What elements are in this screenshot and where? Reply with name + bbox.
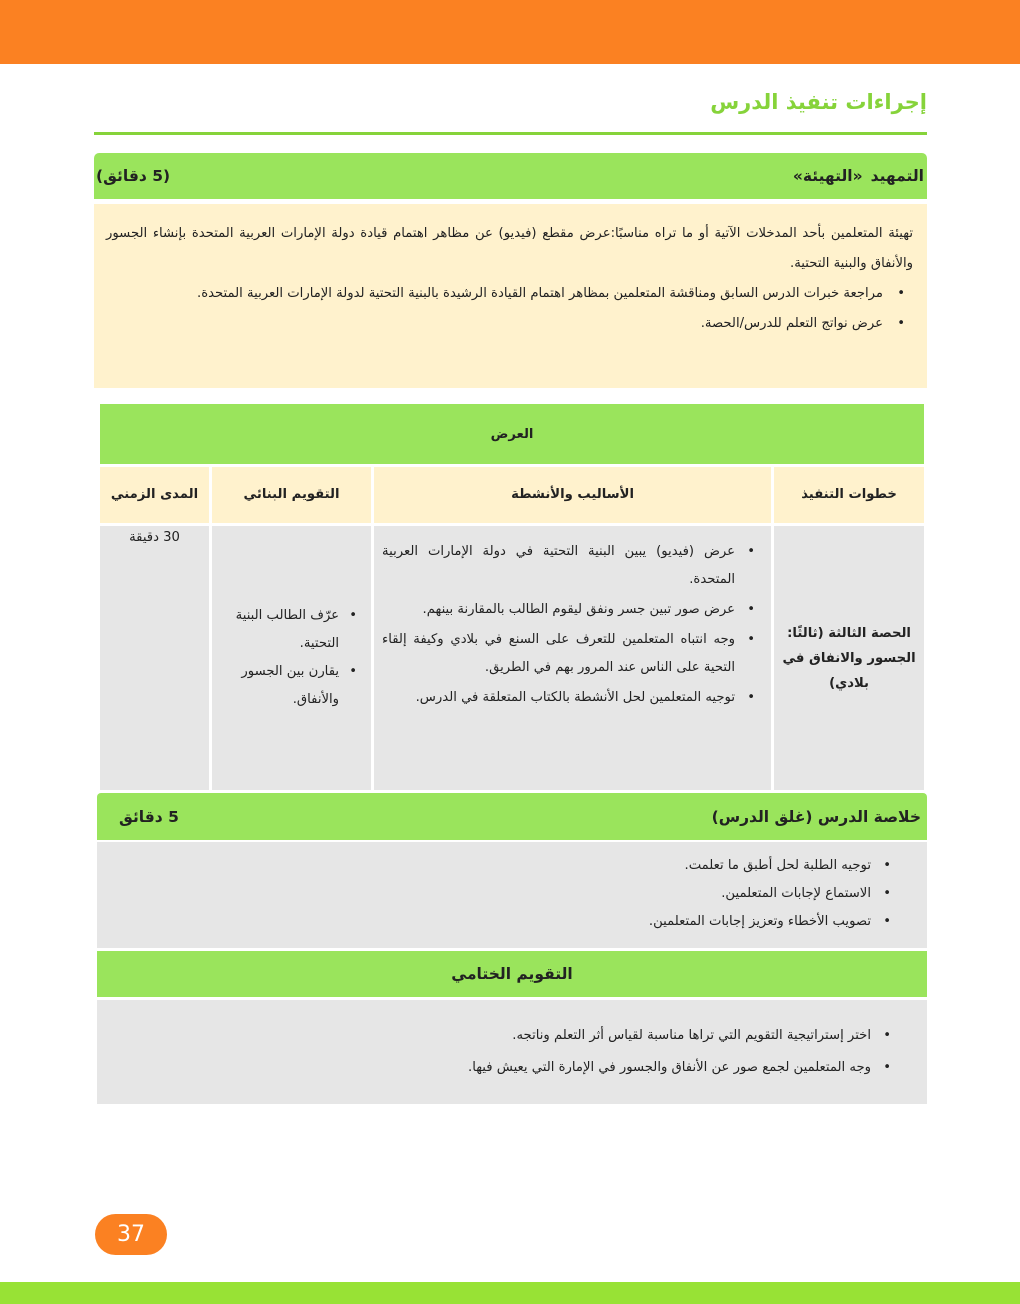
summary-body [97,842,927,948]
duration-cell: 30 دقيقة [100,526,209,790]
summary-title: خلاصة الدرس (غلق الدرس) [711,807,921,826]
column-header-methods: الأساليب والأنشطة [374,467,771,523]
method-item: • عرض صور تبين جسر ونفق ليقوم الطالب بالمقارنة بينهم. [382,596,761,624]
page-number-badge: 37 [95,1214,167,1255]
column-header-formative: التقويم البنائي [212,467,371,523]
final-assessment-list [107,1020,897,1084]
bottom-green-bar [0,1282,1020,1304]
summary-list [107,852,897,936]
methods-list [374,526,771,722]
intro-bullet: • عرض نواتج التعلم للدرس/الحصة. [106,309,913,339]
presentation-header: العرض [100,404,924,464]
page-title: إجراءات تنفيذ الدرس [710,90,927,114]
method-item: • عرض (فيديو) يبين البنية التحتية في دولة الإمارات العربية المتحدة. [382,538,761,594]
column-header-duration: المدى الزمني [100,467,209,523]
intro-duration: (5 دقائق) [96,167,171,185]
intro-label: التمهيد [870,167,924,185]
formative-item: • عرّف الطالب البنية التحتية. [218,602,363,658]
final-assessment-body [97,1000,927,1104]
final-assessment-header: التقويم الختامي [97,951,927,997]
column-header-steps: خطوات التنفيذ [774,467,924,523]
intro-paragraph: تهيئة المتعلمين بأحد المدخلات الآتية أو ما تراه مناسبًا:عرض مقطع (فيديو) عن مظاهر اهتمام قيادة دولة الإمارات العربية المتحدة بإنشاء الجسور والأنفاق والبنية التحتية. [106,226,913,271]
intro-label-group [793,167,924,185]
final-assessment-item: • اختر إستراتيجية التقويم التي تراها مناسبة لقياس أثر التعلم وناتجه. [107,1020,897,1052]
formative-list [212,602,371,714]
intro-bullet-list [106,279,913,339]
presentation-table [97,401,927,793]
summary-item: • توجيه الطلبة لحل أطبق ما تعلمت. [107,852,897,880]
intro-header [94,153,927,199]
intro-label-sub: «التهيئة» [792,167,863,185]
intro-bullet: • مراجعة خبرات الدرس السابق ومناقشة المتعلمين بمظاهر اهتمام القيادة الرشيدة بالبنية التحتية لدولة الإمارات العربية المتحدة. [106,279,913,309]
formative-cell [212,526,371,790]
method-item: • توجيه المتعلمين لحل الأنشطة بالكتاب المتعلقة في الدرس. [382,684,761,712]
formative-item: • يقارن بين الجسور والأنفاق. [218,658,363,714]
summary-item: • تصويب الأخطاء وتعزيز إجابات المتعلمين. [107,908,897,936]
methods-cell [374,526,771,790]
intro-body [94,204,927,388]
summary-item: • الاستماع لإجابات المتعلمين. [107,880,897,908]
summary-duration: 5 دقائق [119,807,179,826]
method-item: • وجه انتباه المتعلمين للتعرف على السنع في بلادي وكيفة إلقاء التحية على الناس عند المرور بهم في الطريق. [382,626,761,682]
summary-header [97,793,927,840]
final-assessment-item: • وجه المتعلمين لجمع صور عن الأنفاق والجسور في الإمارة التي يعيش فيها. [107,1052,897,1084]
top-orange-bar [0,0,1020,64]
title-divider [94,132,927,135]
step-cell: الحصة الثالثة (ثالثًا: الجسور والانفاق في بلادي) [774,526,924,790]
